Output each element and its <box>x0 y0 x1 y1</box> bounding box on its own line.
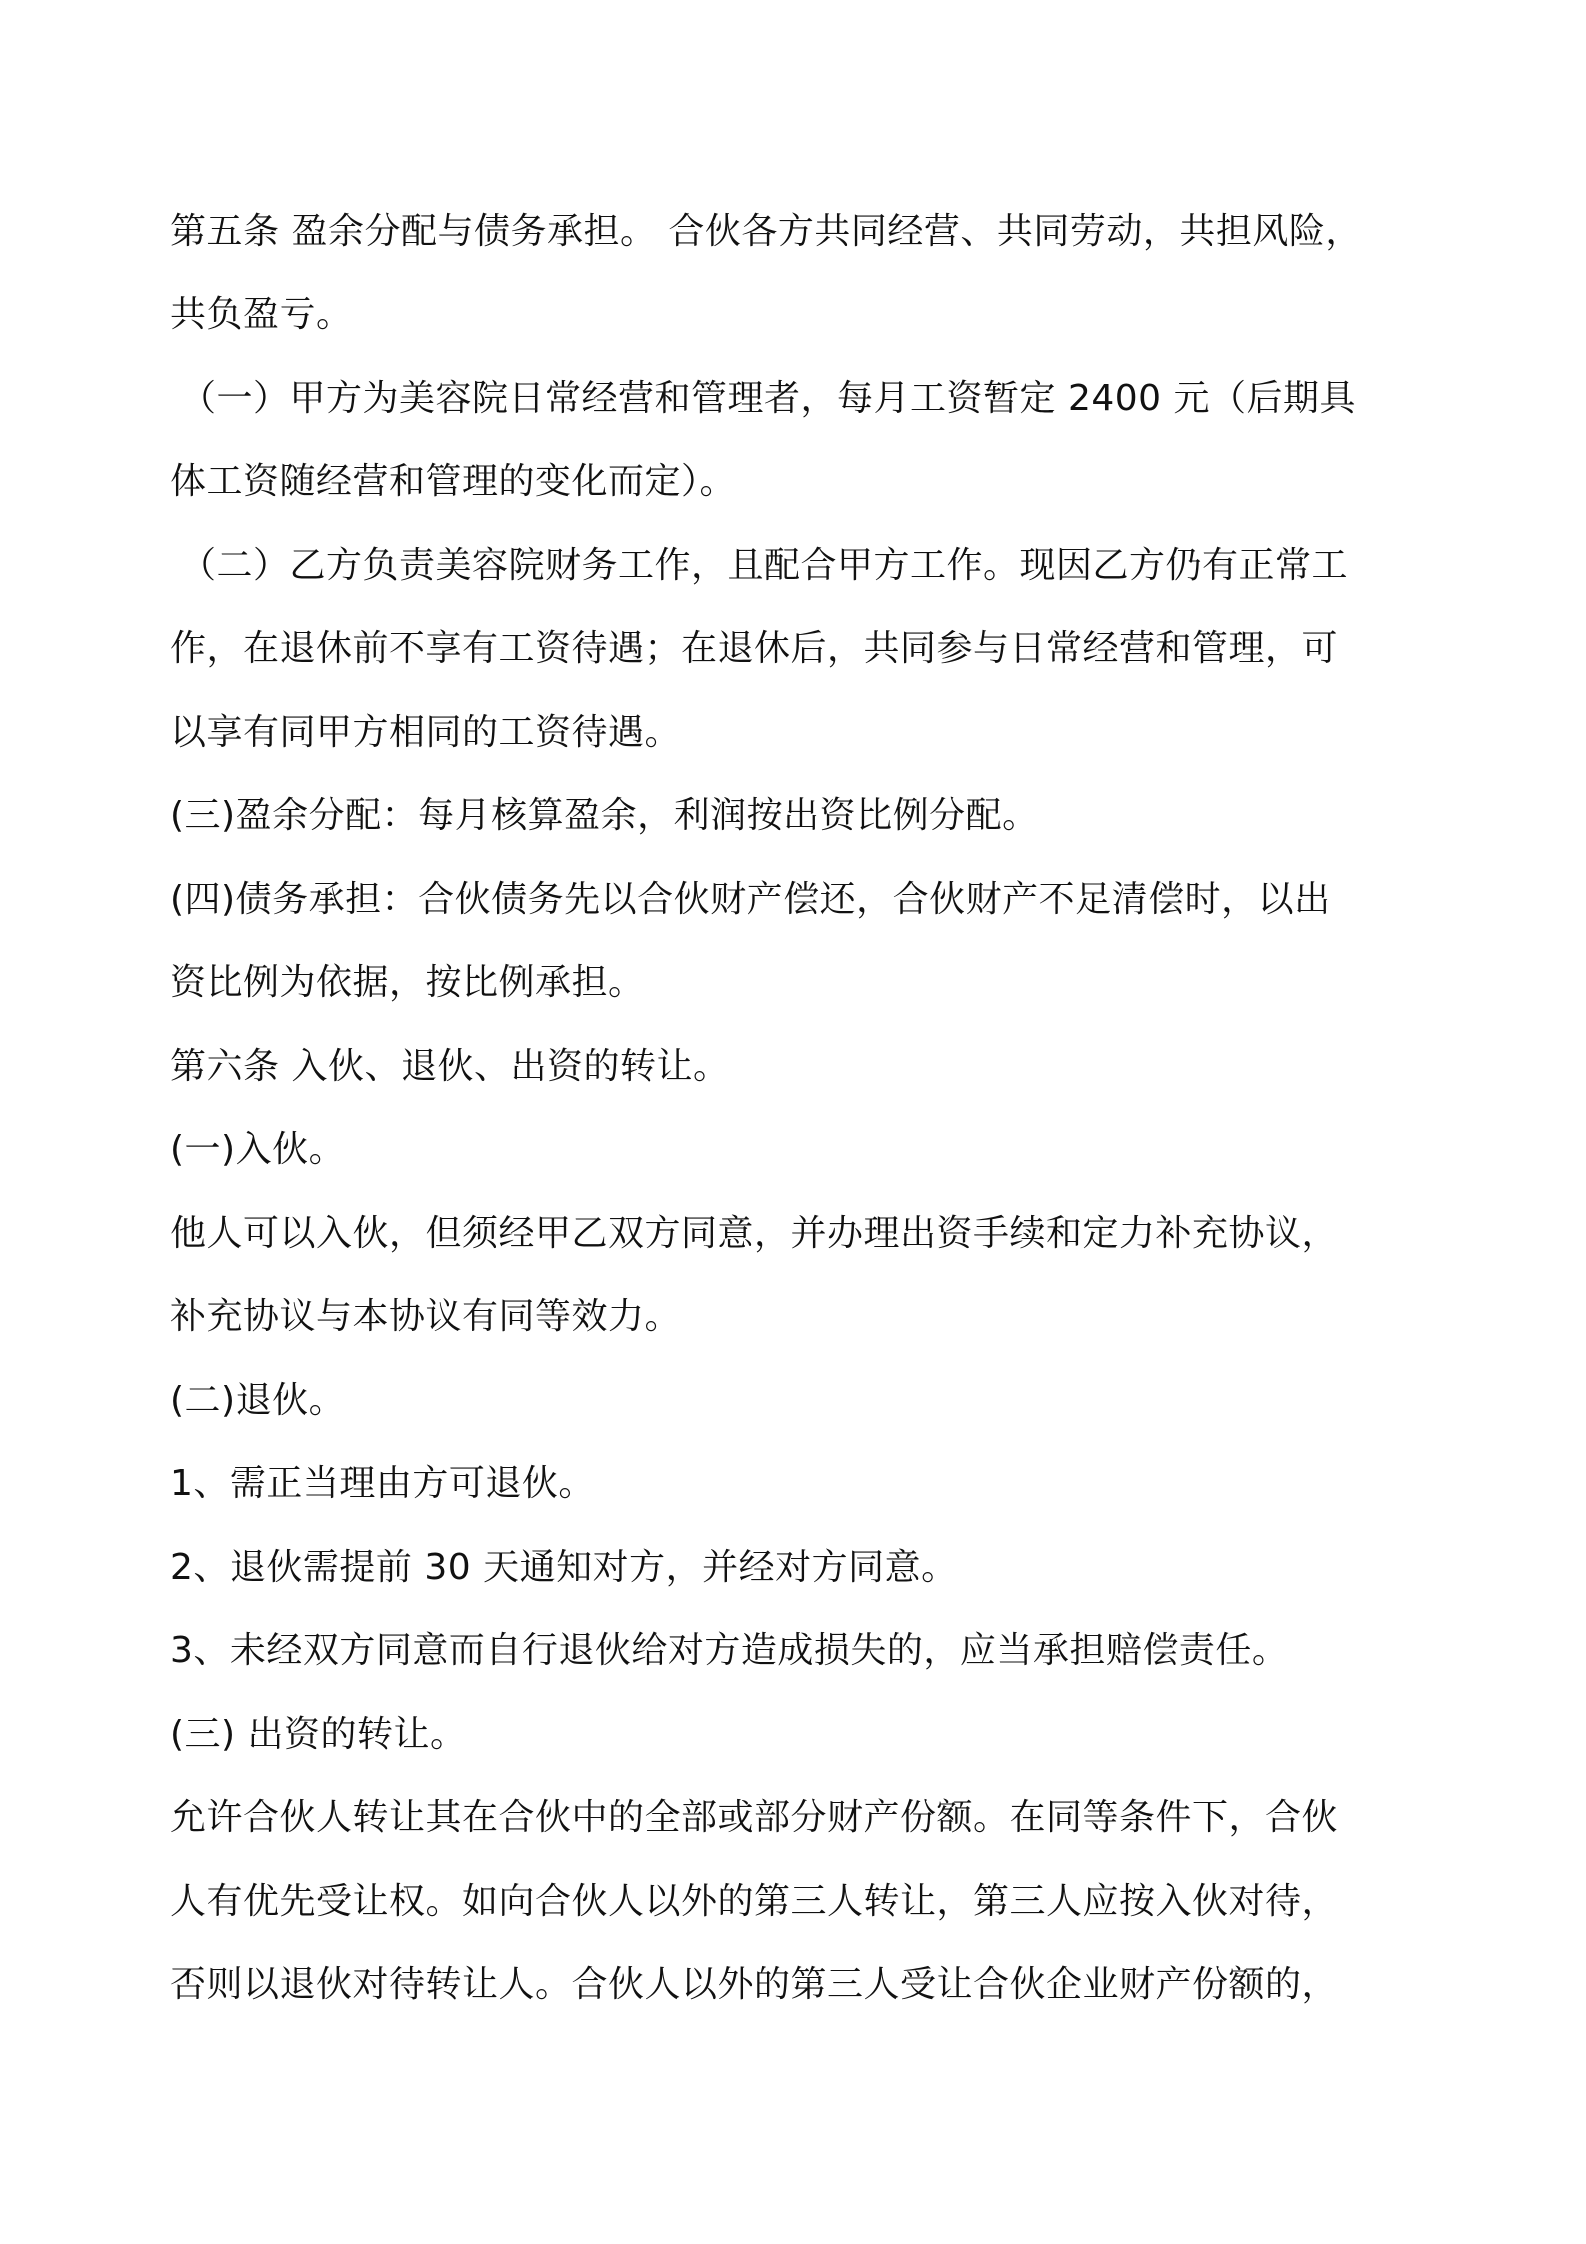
text-line: 补充协议与本协议有同等效力。 <box>170 1296 682 1337</box>
subsection-join-heading: (一)入伙。 <box>170 1129 346 1170</box>
clause-4-line: (四)债务承担：合伙债务先以合伙财产偿还，合伙财产不足清偿时，以出 <box>170 879 1331 920</box>
text-line: 资比例为依据，按比例承担。 <box>170 962 645 1003</box>
article-6-heading: 第六条 入伙、退伙、出资的转让。 <box>170 1046 730 1087</box>
subsection-transfer-heading: (三) 出资的转让。 <box>170 1714 467 1755</box>
text-line: 他人可以入伙，但须经甲乙双方同意，并办理出资手续和定力补充协议， <box>170 1213 1339 1254</box>
text-line: 共负盈亏。 <box>170 294 353 335</box>
clause-3-line: (三)盈余分配：每月核算盈余，利润按出资比例分配。 <box>170 795 1039 836</box>
text-line: 以享有同甲方相同的工资待遇。 <box>170 712 682 753</box>
text-line: 人有优先受让权。如向合伙人以外的第三人转让，第三人应按入伙对待， <box>170 1881 1339 1922</box>
article-5-heading: 第五条 盈余分配与债务承担。 合伙各方共同经营、共同劳动，共担风险， <box>170 211 1362 252</box>
clause-2-line: （二）乙方负责美容院财务工作，且配合甲方工作。现因乙方仍有正常工 <box>180 545 1349 586</box>
clause-1-line: （一）甲方为美容院日常经营和管理者，每月工资暂定 2400 元（后期具 <box>180 378 1357 419</box>
text-line: 允许合伙人转让其在合伙中的全部或部分财产份额。在同等条件下，合伙 <box>170 1797 1339 1838</box>
text-line: 体工资随经营和管理的变化而定）。 <box>170 461 737 502</box>
list-item: 3、未经双方同意而自行退伙给对方造成损失的，应当承担赔偿责任。 <box>170 1630 1289 1671</box>
text-line: 作，在退休前不享有工资待遇；在退休后，共同参与日常经营和管理，可 <box>170 628 1339 669</box>
text-line: 否则以退伙对待转让人。合伙人以外的第三人受让合伙企业财产份额的， <box>170 1964 1339 2005</box>
list-item: 1、需正当理由方可退伙。 <box>170 1463 595 1504</box>
list-item: 2、退伙需提前 30 天通知对方，并经对方同意。 <box>170 1547 958 1588</box>
subsection-withdraw-heading: (二)退伙。 <box>170 1380 346 1421</box>
